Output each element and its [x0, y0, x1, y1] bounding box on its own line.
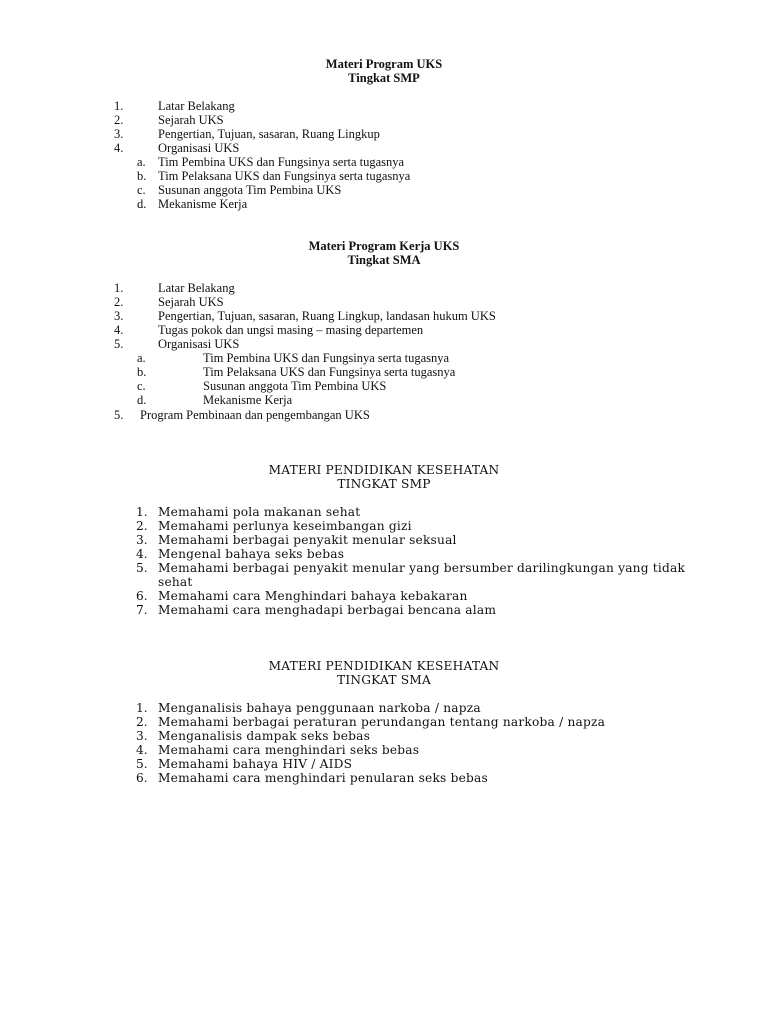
item-text: Latar Belakang — [158, 99, 235, 113]
list-item — [0, 561, 768, 575]
list-item — [0, 547, 768, 561]
item-text: Tugas pokok dan ungsi masing – masing departemen — [158, 323, 424, 337]
list-subitem — [0, 155, 768, 169]
list-item — [0, 533, 768, 547]
item-number: 1. — [114, 281, 124, 295]
section1-title — [0, 57, 768, 85]
list-item — [0, 715, 768, 729]
item-text: Program Pembinaan dan pengembangan UKS — [140, 408, 370, 422]
item-letter: d. — [137, 197, 147, 211]
list-item — [0, 729, 768, 743]
item-letter: c. — [137, 183, 146, 197]
list-item — [0, 519, 768, 533]
item-letter: b. — [137, 169, 147, 183]
list-item — [0, 337, 768, 351]
item-letter: d. — [137, 393, 147, 407]
item-text: Memahami berbagai penyakit menular yang bersumber darilingkungan yang tidak — [158, 561, 686, 575]
item-number: 1. — [114, 99, 124, 113]
item-number: 2. — [114, 295, 124, 309]
item-number: 6. — [136, 589, 148, 603]
section3-title-line1: MATERI PENDIDIKAN KESEHATAN — [268, 463, 500, 477]
item-number: 4. — [136, 743, 148, 757]
list-subitem — [0, 379, 768, 393]
item-text: Memahami pola makanan sehat — [158, 505, 361, 519]
list-item — [0, 408, 768, 422]
item-text: Tim Pelaksana UKS dan Fungsinya serta tugasnya — [158, 169, 411, 183]
item-text: Memahami perlunya keseimbangan gizi — [158, 519, 412, 533]
list-item — [0, 127, 768, 141]
section4-title-line1: MATERI PENDIDIKAN KESEHATAN — [268, 659, 500, 673]
item-text: Mengenal bahaya seks bebas — [158, 547, 345, 561]
list-item — [0, 505, 768, 519]
item-text: Pengertian, Tujuan, sasaran, Ruang Lingkup — [158, 127, 380, 141]
section4-title-line2: TINGKAT SMA — [337, 673, 431, 687]
item-letter: b. — [137, 365, 147, 379]
item-number: 1. — [136, 505, 148, 519]
item-text: Memahami berbagai penyakit menular seksual — [158, 533, 457, 547]
item-text: Tim Pelaksana UKS dan Fungsinya serta tugasnya — [203, 365, 456, 379]
item-text: Menganalisis bahaya penggunaan narkoba / napza — [158, 701, 481, 715]
item-number: 3. — [114, 309, 124, 323]
item-number: 2. — [136, 715, 148, 729]
section4-title — [0, 659, 768, 687]
item-text: Memahami berbagai peraturan perundangan tentang narkoba / napza — [158, 715, 606, 729]
list-item — [0, 99, 768, 113]
item-number: 5. — [114, 408, 124, 422]
item-text: Organisasi UKS — [158, 337, 240, 351]
list-subitem — [0, 365, 768, 379]
item-letter: a. — [137, 155, 146, 169]
item-text: Latar Belakang — [158, 281, 235, 295]
item-text: Sejarah UKS — [158, 113, 224, 127]
item-text: Susunan anggota Tim Pembina UKS — [203, 379, 387, 393]
item-number: 4. — [114, 141, 124, 155]
list-item — [0, 603, 768, 617]
section2-title-line2: Tingkat SMA — [347, 253, 421, 267]
item-number: 4. — [136, 547, 148, 561]
item-number: 2. — [114, 113, 124, 127]
item-text: Memahami cara Menghindari bahaya kebakaran — [158, 589, 468, 603]
list-item — [0, 309, 768, 323]
list-subitem — [0, 183, 768, 197]
item-text: Memahami cara menghadapi berbagai bencana alam — [158, 603, 497, 617]
item-number: 4. — [114, 323, 124, 337]
item-number: 7. — [136, 603, 148, 617]
list-item — [0, 771, 768, 785]
item-number: 3. — [136, 533, 148, 547]
list-item — [0, 295, 768, 309]
section2-title — [0, 239, 768, 267]
list-item — [0, 281, 768, 295]
list-subitem — [0, 393, 768, 407]
list-item — [0, 701, 768, 715]
item-text: Pengertian, Tujuan, sasaran, Ruang Lingkup, landasan hukum UKS — [158, 309, 496, 323]
item-text: Tim Pembina UKS dan Fungsinya serta tugasnya — [158, 155, 405, 169]
item-text: Susunan anggota Tim Pembina UKS — [158, 183, 342, 197]
item-number: 5. — [136, 561, 148, 575]
item-number: 2. — [136, 519, 148, 533]
item-number: 5. — [136, 757, 148, 771]
item-text: Memahami cara menghindari seks bebas — [158, 743, 420, 757]
item-text: Menganalisis dampak seks bebas — [158, 729, 371, 743]
list-item-continuation — [0, 575, 768, 589]
list-item — [0, 141, 768, 155]
item-text: Organisasi UKS — [158, 141, 240, 155]
item-number: 3. — [136, 729, 148, 743]
list-item — [0, 113, 768, 127]
section1-title-line2: Tingkat SMP — [348, 71, 420, 85]
item-text: Memahami bahaya HIV / AIDS — [158, 757, 353, 771]
item-text: Tim Pembina UKS dan Fungsinya serta tugasnya — [203, 351, 450, 365]
item-letter: a. — [137, 351, 146, 365]
item-text: Sejarah UKS — [158, 295, 224, 309]
item-text: Mekanisme Kerja — [158, 197, 248, 211]
list-item — [0, 743, 768, 757]
item-number: 3. — [114, 127, 124, 141]
section3-title — [0, 463, 768, 491]
section2-title-line1: Materi Program Kerja UKS — [308, 239, 460, 253]
item-number: 5. — [114, 337, 124, 351]
list-item — [0, 589, 768, 603]
list-subitem — [0, 169, 768, 183]
list-item — [0, 757, 768, 771]
item-number: 6. — [136, 771, 148, 785]
item-text: sehat — [158, 575, 193, 589]
section1-title-line1: Materi Program UKS — [325, 57, 443, 71]
list-subitem — [0, 197, 768, 211]
item-text: Memahami cara menghindari penularan seks bebas — [158, 771, 488, 785]
item-letter: c. — [137, 379, 146, 393]
item-text: Mekanisme Kerja — [203, 393, 293, 407]
item-number: 1. — [136, 701, 148, 715]
list-item — [0, 323, 768, 337]
section3-title-line2: TINGKAT SMP — [337, 477, 431, 491]
list-subitem — [0, 351, 768, 365]
